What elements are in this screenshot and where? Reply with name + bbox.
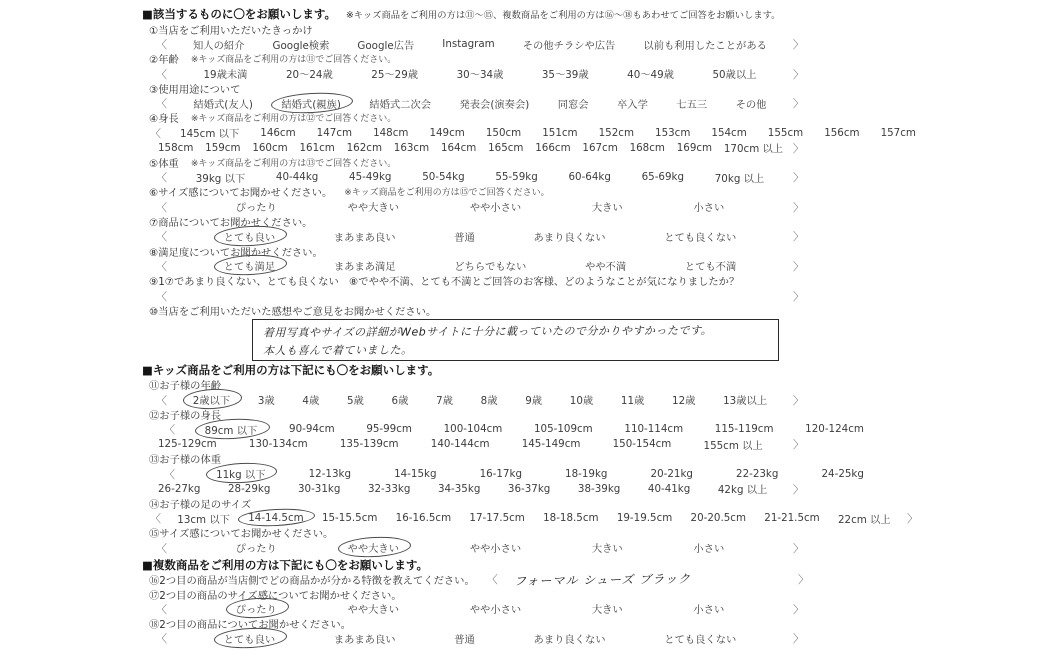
close-bracket-icon: 〉: [792, 541, 804, 555]
option: 21-21.5cm: [764, 512, 820, 525]
open-bracket-icon: 〈: [156, 289, 167, 303]
open-bracket-icon: 〈: [156, 393, 167, 407]
option: 20-20.5cm: [690, 512, 746, 525]
option: 154cm: [711, 126, 747, 139]
question-7-options-row: [156, 229, 804, 244]
option: やや大きい: [347, 604, 400, 617]
option: 120-124cm: [805, 423, 864, 436]
option: 普通: [454, 633, 475, 646]
option: やや小さい: [469, 543, 522, 556]
question-5-options-row: [156, 170, 804, 185]
option: 22cm 以上: [837, 513, 891, 526]
option: 155cm: [767, 126, 804, 139]
option: 65-69kg: [641, 171, 685, 184]
option-circled: 2歳以下: [191, 392, 232, 407]
option: とても不満: [684, 261, 737, 274]
question-6-options-row: [156, 199, 804, 214]
option: 90-94cm: [289, 423, 335, 436]
option: ぴったり: [235, 543, 277, 556]
close-bracket-icon: 〉: [793, 289, 804, 303]
question-12-options-row: [164, 422, 866, 437]
open-bracket-icon: 〈: [156, 200, 167, 214]
option: 157cm: [880, 126, 916, 139]
close-bracket-icon: 〉: [792, 482, 804, 496]
option: 8歳: [480, 395, 498, 408]
option: 20-21kg: [650, 467, 693, 480]
option: 146cm: [260, 126, 296, 139]
option: 大きい: [591, 202, 623, 215]
option: 159cm: [205, 141, 241, 154]
option: 155cm 以上: [703, 439, 763, 452]
option: 36-37kg: [507, 482, 551, 495]
section-header-text: ■キッズ商品をご利用の方は下記にも〇をお願いします。: [142, 363, 440, 378]
option: やや小さい: [469, 604, 522, 617]
question-title-text: ②年齢: [149, 54, 179, 67]
option: 135-139cm: [339, 438, 399, 451]
option: 17-17.5cm: [469, 512, 525, 525]
option-circled: 結婚式(親族): [279, 96, 343, 111]
question-15-title: [142, 526, 924, 541]
open-bracket-icon: 〈: [156, 38, 167, 51]
close-bracket-icon: 〉: [792, 38, 804, 51]
question-3-options-row: [156, 96, 804, 111]
option: 40-41kg: [647, 482, 691, 495]
handwritten-answer: フォーマル シューズ ブラック: [513, 571, 691, 589]
option: 105-109cm: [534, 423, 593, 436]
option: 30〜34歳: [456, 69, 504, 82]
option-circled: やや大きい: [346, 540, 401, 555]
option: まあまあ満足: [333, 261, 396, 274]
option: 16-16.5cm: [395, 512, 452, 525]
question-title-text: ⑥サイズ感についてお聞かせください。: [149, 187, 333, 200]
option: 5歳: [346, 395, 364, 408]
question-1-options-row: [156, 37, 804, 52]
open-bracket-icon: 〈: [156, 259, 167, 273]
option-circled: 11kg 以下: [214, 466, 267, 481]
option: 19-19.5cm: [616, 512, 673, 525]
option-circled: とても満足: [222, 258, 277, 273]
option: 発表会(演奏会): [459, 98, 530, 111]
section-header: [142, 7, 924, 22]
option-circled: とても良い: [222, 229, 277, 244]
option: 150cm: [485, 126, 522, 139]
option: 35〜39歳: [541, 69, 589, 82]
question-title-text: ⑧満足度についてお聞かせください。: [149, 246, 323, 259]
option: 13歳以上: [723, 395, 768, 408]
option-circled: 14-14.5cm: [248, 512, 304, 525]
question-14-title: [142, 496, 924, 511]
option: 大きい: [591, 604, 623, 617]
option: 26-27kg: [158, 482, 201, 495]
question-11-title: [142, 378, 924, 393]
option: 167cm: [582, 141, 618, 154]
question-13-options-row: [164, 466, 866, 481]
close-bracket-icon: 〉: [792, 200, 804, 214]
option: 161cm: [299, 141, 335, 154]
option: 169cm: [676, 141, 713, 154]
question-15-options-row: [156, 540, 804, 555]
close-bracket-icon: 〉: [792, 632, 804, 646]
question-1-title: [142, 22, 924, 37]
close-bracket-icon: 〉: [906, 512, 918, 526]
question-title-text: ⑰2つ目の商品のサイズ感についてお聞かせください。: [149, 589, 402, 602]
option: 小さい: [693, 202, 725, 215]
option: 12歳: [672, 395, 696, 408]
question-note: ※キッズ商品をご利用の方は⑫でご回答ください。: [190, 114, 397, 125]
section-header-note: ※キッズ商品をご利用の方は⑪〜⑮、複数商品をご利用の方は⑯〜⑱もあわせてご回答をお願いします。: [345, 10, 781, 22]
handwritten-comment-box: [252, 319, 779, 361]
option: 以前も利用したことがある: [643, 39, 767, 52]
option: 148cm: [373, 126, 409, 139]
option: 3歳: [257, 395, 275, 408]
open-bracket-icon: 〈: [156, 602, 167, 616]
option: 163cm: [393, 141, 430, 154]
survey-section-2: [142, 363, 924, 555]
survey-document: [142, 5, 924, 646]
question-14-options-row: [150, 511, 918, 526]
section-header: [142, 363, 924, 378]
option-circled: とても良い: [222, 631, 277, 646]
option: 39kg 以下: [195, 172, 246, 185]
option: 34-35kg: [437, 482, 481, 495]
option: 151cm: [542, 126, 578, 139]
option: 4歳: [302, 395, 320, 408]
option: 25〜29歳: [371, 69, 419, 82]
option: 165cm: [488, 141, 524, 154]
close-bracket-icon: 〉: [792, 602, 804, 616]
option: 7歳: [436, 395, 453, 408]
question-title-text: ⑱2つ目の商品についてお聞かせください。: [149, 619, 351, 632]
question-title-text: ⑤体重: [149, 157, 179, 170]
section-header: [142, 557, 924, 572]
option: 9歳: [525, 395, 543, 408]
option: 115-119cm: [714, 423, 774, 436]
option: 153cm: [655, 126, 691, 139]
option: 32-33kg: [367, 482, 411, 495]
option: 16-17kg: [479, 467, 522, 480]
option: 15-15.5cm: [321, 512, 378, 525]
question-18-options-row: [156, 631, 804, 646]
question-2-title: [142, 51, 924, 66]
option: 140-144cm: [430, 438, 490, 451]
option: 50歳以上: [712, 69, 757, 82]
option: どちらでもない: [454, 261, 527, 274]
question-9-title: [142, 273, 924, 288]
survey-section-3: [142, 557, 924, 646]
option: 普通: [454, 231, 475, 244]
open-bracket-icon: 〈: [156, 541, 167, 555]
option: 同窓会: [557, 98, 589, 111]
option: 160cm: [252, 141, 288, 154]
option: とても良くない: [664, 231, 737, 244]
option: 結婚式二次会: [369, 98, 432, 111]
option-circled: 89cm 以下: [203, 422, 260, 437]
option: その他: [735, 98, 767, 111]
option: 七五三: [676, 98, 708, 111]
option: 145cm 以下: [180, 128, 240, 141]
option: 95-99cm: [366, 423, 412, 436]
question-title-text: ⑦商品についてお聞かせください。: [149, 217, 313, 230]
option: 170cm 以上: [723, 143, 784, 156]
close-bracket-icon: 〉: [792, 67, 804, 81]
open-bracket-icon: 〈: [164, 423, 175, 437]
open-bracket-icon: 〈: [156, 230, 167, 244]
option: 13cm 以下: [177, 513, 230, 526]
open-bracket-icon: 〈: [156, 97, 167, 111]
option: あまり良くない: [533, 633, 606, 646]
option: 162cm: [346, 141, 382, 154]
option: 100-104cm: [443, 423, 503, 436]
question-title-text: ⑫お子様の身長: [149, 410, 222, 423]
option: 22-23kg: [736, 467, 779, 480]
option: 6歳: [391, 395, 409, 408]
option: 70kg 以上: [714, 172, 765, 185]
option: ぴったり: [235, 202, 277, 215]
option: Google検索: [272, 39, 330, 52]
option: やや大きい: [347, 202, 400, 215]
question-9-options-row: [156, 288, 804, 303]
option: 20〜24歳: [285, 69, 333, 82]
option: 60-64kg: [568, 171, 611, 184]
option: 24-25kg: [821, 467, 864, 480]
option: 150-154cm: [612, 438, 672, 451]
option: 10歳: [569, 395, 594, 408]
question-4-options-row: [156, 140, 804, 155]
question-title-text: ⑭お子様の足のサイズ: [149, 498, 252, 511]
option: 145-149cm: [521, 438, 581, 451]
option: 結婚式(友人): [193, 98, 253, 111]
option: 166cm: [535, 141, 571, 154]
option: まあまあ良い: [333, 633, 396, 646]
open-bracket-icon: 〈: [486, 573, 498, 587]
option: 50-54kg: [422, 171, 465, 184]
option-circled: ぴったり: [234, 601, 279, 616]
question-4-title: [142, 111, 924, 126]
option: 168cm: [629, 141, 665, 154]
option: 164cm: [440, 141, 477, 154]
question-title-text: ⑬お子様の体重: [149, 454, 222, 467]
question-note: ※キッズ商品をご利用の方は⑮でご回答ください。: [344, 188, 550, 199]
question-title-text: ⑨1⑦であまり良くない、とても良くない ⑧でやや不満、とても不満とご回答のお客様、どのようなことが気になりましたか？: [149, 276, 740, 289]
option: 130-134cm: [248, 438, 308, 451]
question-note: ※キッズ商品をご利用の方は⑬でご回答ください。: [190, 158, 397, 169]
question-2-options-row: [156, 66, 804, 81]
question-16-title: [142, 572, 809, 587]
close-bracket-icon: 〉: [792, 393, 804, 407]
option: 14-15kg: [394, 467, 437, 480]
option: 110-114cm: [624, 423, 684, 436]
option: 12-13kg: [308, 467, 352, 480]
option: 知人の紹介: [193, 39, 245, 52]
option: とても良くない: [664, 633, 737, 646]
option: 28-29kg: [227, 482, 271, 495]
option: 18-19kg: [565, 467, 608, 480]
option: 38-39kg: [577, 482, 621, 495]
question-3-title: [142, 81, 924, 96]
question-note: ※キッズ商品をご利用の方は⑪でご回答ください。: [190, 55, 397, 66]
option: 大きい: [591, 543, 623, 556]
question-11-options-row: [156, 392, 804, 407]
open-bracket-icon: 〈: [164, 467, 175, 481]
open-bracket-icon: 〈: [156, 632, 167, 646]
close-bracket-icon: 〉: [798, 573, 809, 587]
option: Google広告: [357, 39, 415, 52]
question-title-text: ⑯2つ目の商品が当店側でどの商品かが分かる特徴を教えてください。: [149, 574, 475, 587]
open-bracket-icon: 〈: [150, 512, 161, 526]
option: 156cm: [824, 126, 860, 139]
option: やや小さい: [469, 202, 522, 215]
question-17-options-row: [156, 601, 804, 616]
option: 55-59kg: [495, 171, 538, 184]
option: やや不満: [584, 261, 627, 274]
close-bracket-icon: 〉: [792, 259, 804, 273]
question-title-text: ⑮サイズ感についてお聞かせください。: [149, 528, 334, 541]
option: 152cm: [598, 126, 634, 139]
question-title-text: ③使用用途について: [149, 83, 241, 96]
option: 42kg 以上: [717, 484, 768, 497]
question-10-title: [142, 303, 924, 318]
option: 11歳: [620, 395, 645, 408]
option: 40-44kg: [275, 171, 319, 184]
option: 18-18.5cm: [543, 512, 599, 525]
question-13-options-row: [156, 481, 804, 496]
question-title-text: ④身長: [149, 113, 179, 126]
open-bracket-icon: 〈: [150, 126, 161, 140]
option: あまり良くない: [533, 231, 606, 244]
option: 147cm: [316, 126, 353, 139]
option: 158cm: [158, 141, 194, 154]
option: 19歳未満: [203, 69, 248, 82]
option: 小さい: [693, 543, 725, 556]
open-bracket-icon: 〈: [156, 67, 167, 81]
close-bracket-icon: 〉: [792, 230, 804, 244]
question-8-options-row: [156, 259, 804, 274]
section-header-text: ■複数商品をご利用の方は下記にも〇をお願いします。: [142, 557, 428, 572]
question-title-text: ⑪お子様の年齢: [149, 380, 222, 393]
option: 40〜49歳: [627, 69, 674, 82]
question-4-options-row: [150, 125, 918, 140]
close-bracket-icon: 〉: [792, 171, 804, 185]
question-title-text: ①当店をご利用いただいたきっかけ: [149, 24, 313, 37]
option: 小さい: [693, 604, 725, 617]
question-12-options-row: [156, 437, 804, 452]
question-6-title: [142, 185, 924, 200]
option: 149cm: [429, 126, 465, 139]
question-title-text: ⑩当店をご利用いただいた感想やご意見をお聞かせください。: [149, 305, 437, 318]
close-bracket-icon: 〉: [792, 97, 804, 111]
option: 30-31kg: [297, 482, 341, 495]
option: その他チラシや広告: [522, 39, 616, 52]
option: Instagram: [442, 37, 495, 50]
option: まあまあ良い: [333, 231, 396, 244]
handwritten-comment-line: 本人も喜んで着ていました。: [262, 343, 413, 358]
option: 45-49kg: [349, 171, 392, 184]
close-bracket-icon: 〉: [792, 141, 804, 155]
question-5-title: [142, 155, 924, 170]
section-header-text: ■該当するものに〇をお願いします。: [142, 7, 336, 22]
close-bracket-icon: 〉: [792, 438, 804, 452]
open-bracket-icon: 〈: [156, 171, 167, 185]
survey-section-1: [142, 7, 924, 361]
option: 卒入学: [617, 98, 648, 111]
option: 125-129cm: [158, 438, 217, 451]
handwritten-comment-line: 着用写真やサイズの詳細がWebサイトに十分に載っていたので分かりやすかったです。: [262, 323, 713, 340]
